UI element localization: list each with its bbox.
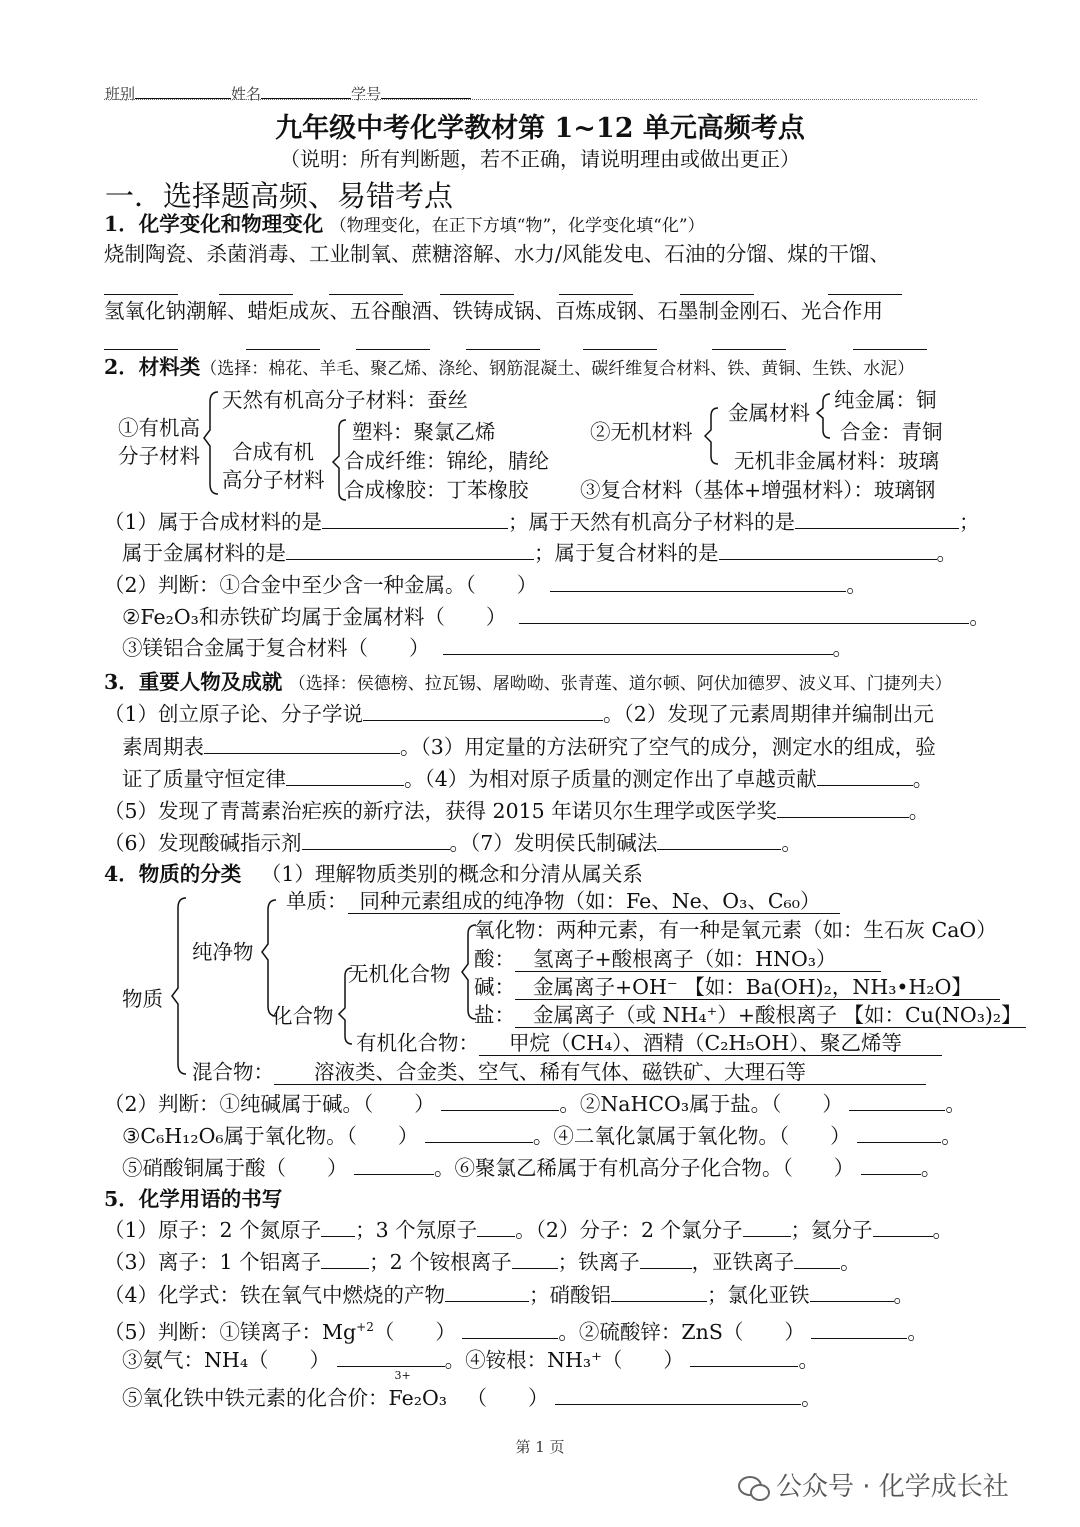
natural-polymer: 天然有机高分子材料：蚕丝: [222, 388, 468, 412]
rubber-item: 合成橡胶：丁苯橡胶: [344, 478, 529, 502]
q2-line2: 属于金属材料的是 ；属于复合材料的是 。: [122, 541, 957, 565]
answer-blank[interactable]: [611, 1281, 707, 1302]
section-heading: 一．选择题高频、易错考点: [105, 179, 454, 213]
answer-blank[interactable]: [810, 1281, 894, 1302]
q4-judge-line2: ③C₆H₁₂O₆属于氧化物。（ ） 。④二氧化氯属于氧化物。（ ） 。: [122, 1124, 962, 1148]
answer-blank[interactable]: [443, 634, 833, 655]
answer-blank[interactable]: [849, 1090, 945, 1111]
brace-pure: [262, 900, 276, 1016]
answer-blank[interactable]: [873, 1216, 933, 1237]
mixture-row: 混合物： 溶液类、合金类、空气、稀有气体、磁铁矿、大理石等: [192, 1058, 926, 1086]
brace-inorganic: [705, 408, 718, 464]
q4-title: 4．物质的分类: [104, 862, 242, 886]
answer-blank[interactable]: [321, 1248, 369, 1269]
organic-polymer-label-2: 分子材料: [118, 444, 200, 468]
answer-blank[interactable]: [743, 1216, 791, 1237]
answer-blank[interactable]: [719, 539, 937, 560]
q5-line1: （1）原子：2 个氮原子 ；3 个氖原子 。（2）分子：2 个氯分子 ；氦分子 。: [104, 1218, 954, 1242]
q2-judge2: ②Fe₂O₃和赤铁矿均属于金属材料（ ） 。: [122, 605, 990, 629]
composite-item: ③复合材料（基体+增强材料）：玻璃钢: [580, 478, 936, 502]
answer-blank[interactable]: [363, 700, 603, 721]
q3-line3: 证了质量守恒定律 。（4）为相对原子质量的测定作出了卓越贡献 。: [122, 767, 934, 791]
acid-row: 酸： 氢离子+酸根离子（如：HNO₃）: [474, 945, 881, 973]
answer-blank[interactable]: [286, 539, 534, 560]
answer-blank[interactable]: [441, 1090, 559, 1111]
pure-metal-item: 纯金属：铜: [834, 388, 937, 412]
q5-line2: （3）离子：1 个铝离子 ；2 个铵根离子 ；铁离子 ，亚铁离子 。: [104, 1250, 861, 1274]
brace-metal: [817, 394, 830, 438]
compound-label: 化合物: [272, 1004, 334, 1028]
answer-blank[interactable]: [657, 829, 781, 850]
page-title: 九年级中考化学教材第 1~12 单元高频考点: [275, 113, 805, 144]
base-row: 碱： 金属离子+OH⁻ 【如：Ba(OH)₂，NH₃•H₂O】: [474, 973, 1000, 1001]
answer-blank[interactable]: [322, 508, 508, 529]
plastic-item: 塑料：聚氯乙烯: [352, 420, 496, 444]
brace-matter: [172, 898, 186, 1074]
answer-blank[interactable]: [512, 1248, 558, 1269]
answer-blank[interactable]: [354, 1154, 434, 1175]
page-number: 第 1 页: [515, 1438, 565, 1456]
pure-substance-label: 纯净物: [192, 940, 254, 964]
id-label: 学号: [351, 85, 382, 103]
class-label: 班别: [105, 85, 136, 103]
wechat-icon: [738, 1476, 768, 1500]
q5-line4: （5）判断：①镁离子：$Mg^{+2}$（ ） 。②硫酸锌：ZnS（ ） 。: [104, 1319, 928, 1344]
answer-blank[interactable]: [550, 571, 846, 592]
synthetic-polymer-label-2: 高分子材料: [222, 468, 325, 492]
answer-blank[interactable]: [811, 1318, 907, 1339]
q4-heading: [104, 860, 643, 888]
q3-note: （选择：侯德榜、拉瓦锡、屠呦呦、张青莲、道尔顿、阿伏加德罗、波义耳、门捷列夫）: [288, 674, 952, 694]
fiber-item: 合成纤维：锦纶，腈纶: [344, 449, 549, 473]
answer-blank[interactable]: [445, 1281, 529, 1302]
answer-blank[interactable]: [555, 1384, 801, 1405]
q4-judge-line3: ⑤硝酸铜属于酸（ ） 。⑥聚氯乙稀属于有机高分子化合物。（ ） 。: [122, 1156, 942, 1180]
synthetic-polymer-label-1: 合成有机: [232, 440, 314, 464]
q3-line2: 素周期表 。（3）用定量的方法研究了空气的成分，测定水的组成，验: [122, 735, 936, 759]
element-row: 单质： 同种元素组成的纯净物（如：Fe、Ne、O₃、C₆₀）: [286, 887, 840, 915]
q3-title: 3．重要人物及成就: [104, 670, 283, 694]
answer-blank[interactable]: [861, 1154, 921, 1175]
q2-judge3: ③镁铝合金属于复合材料（ ） 。: [122, 636, 854, 660]
q4-judge-line1: （2）判断：①纯碱属于碱。（ ） 。②NaHCO₃属于盐。（ ） 。: [104, 1092, 966, 1116]
answer-blank[interactable]: [425, 1122, 533, 1143]
q2-title: 2．材料类: [104, 355, 201, 379]
q4-note: （1）理解物质类别的概念和分清从属关系: [260, 862, 643, 886]
watermark: 公众号 · 化学成长社: [738, 1466, 1009, 1503]
q3-line5: （6）发现酸碱指示剂 。（7）发明侯氏制碱法 。: [104, 831, 802, 855]
inorganic-compound-label: 无机化合物: [348, 962, 451, 986]
q5-heading: 5．化学用语的书写: [104, 1187, 283, 1211]
matter-label: 物质: [122, 987, 163, 1011]
oxide-row: 氧化物：两种元素，有一种是氧元素（如：生石灰 CaO）: [474, 918, 997, 942]
brace-organic: [204, 392, 218, 494]
answer-blank[interactable]: [302, 829, 450, 850]
answer-blank[interactable]: [337, 1346, 445, 1367]
page-subtitle: （说明：所有判断题，若不正确，请说明理由或做出更正）: [280, 147, 800, 171]
name-label: 姓名: [231, 85, 262, 103]
answer-blank[interactable]: [817, 765, 913, 786]
answer-blank[interactable]: [794, 1248, 840, 1269]
q2-note: （选择：棉花、羊毛、聚乙烯、涤纶、钢筋混凝土、碳纤维复合材料、铁、黄铜、生铁、水泥）: [200, 359, 915, 379]
answer-blank[interactable]: [857, 1122, 941, 1143]
q2-judge1: （2）判断：①合金中至少含一种金属。（ ） 。: [104, 573, 867, 597]
answer-blank[interactable]: [640, 1248, 692, 1269]
q2-line1: （1）属于合成材料的是 ；属于天然有机高分子材料的是 ；: [104, 510, 980, 534]
answer-blank[interactable]: [777, 797, 909, 818]
answer-blank[interactable]: [477, 1216, 515, 1237]
inorganic-material-label: ②无机材料: [590, 420, 693, 444]
q3-heading: [104, 668, 952, 698]
alloy-item: 合金：青铜: [840, 420, 943, 444]
valence-mark: 3+: [394, 1369, 411, 1382]
q1-title: 1．化学变化和物理变化: [104, 212, 324, 236]
answer-blank[interactable]: [321, 1216, 355, 1237]
answer-blank[interactable]: [795, 508, 959, 529]
q5-line6: ⑤氧化铁中铁元素的化合价： 3+ Fe₂O₃ （ ） 。: [122, 1369, 822, 1410]
metal-material-label: 金属材料: [728, 401, 810, 425]
answer-blank[interactable]: [690, 1346, 798, 1367]
q3-line4: （5）发现了青蒿素治疟疾的新疗法，获得 2015 年诺贝尔生理学或医学奖 。: [104, 799, 930, 823]
answer-blank[interactable]: [286, 765, 404, 786]
q1-row2: 氢氧化钠潮解、蜡炬成灰、五谷酿酒、铁铸成锅、百炼成钢、石墨制金刚石、光合作用: [104, 299, 883, 323]
q1-note: （物理变化，在正下方填“物”，化学变化填“化”）: [329, 216, 705, 236]
nonmetal-item: 无机非金属材料：玻璃: [734, 449, 939, 473]
organic-polymer-label-1: ①有机高: [118, 416, 200, 440]
answer-blank[interactable]: [204, 733, 400, 754]
organic-compound-row: 有机化合物： 甲烷（CH₄）、酒精（C₂H₅OH）、聚乙烯等: [356, 1029, 942, 1057]
q5-line5: ③氨气：NH₄（ ） 。④铵根：NH₃⁺（ ） 。: [122, 1348, 819, 1372]
answer-blank[interactable]: [462, 1318, 558, 1339]
q1-row1: 烧制陶瓷、杀菌消毒、工业制氧、蔗糖溶解、水力/风能发电、石油的分馏、煤的干馏、: [104, 242, 890, 266]
answer-blank[interactable]: [519, 603, 969, 624]
q5-line3: （4）化学式：铁在氧气中燃烧的产物 ；硝酸铝 ；氯化亚铁 。: [104, 1283, 915, 1307]
salt-row: 盐： 金属离子（或 NH₄⁺）+酸根离子 【如：Cu(NO₃)₂】: [474, 1001, 1026, 1029]
q3-line1: （1）创立原子论、分子学说 。（2）发现了元素周期律并编制出元: [104, 702, 934, 726]
